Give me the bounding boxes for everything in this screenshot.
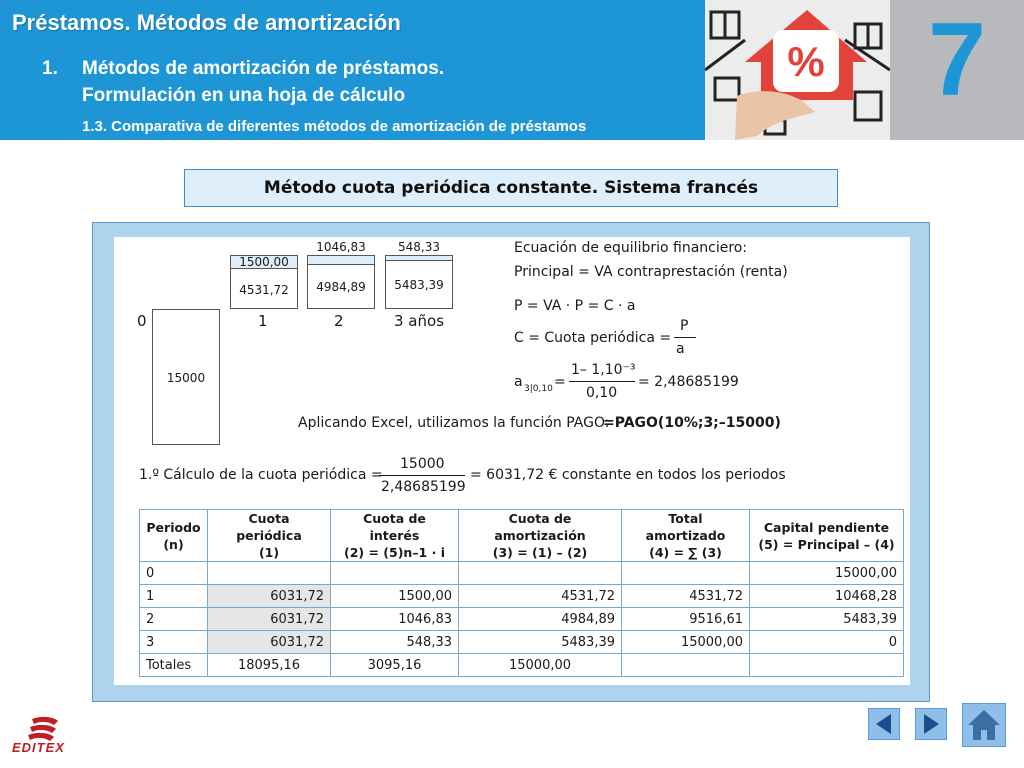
table-cell bbox=[459, 562, 622, 585]
table-cell: 2 bbox=[140, 608, 208, 631]
timeline-0: 0 bbox=[137, 312, 147, 330]
table-cell bbox=[208, 562, 331, 585]
calc-result: = 6031,72 € constante en todos los periodos bbox=[470, 467, 786, 483]
annuity-fraction-bar bbox=[569, 381, 635, 382]
annuity-denominator: 0,10 bbox=[586, 385, 618, 401]
table-cell: 6031,72 bbox=[208, 608, 331, 631]
equilibrium-title: Ecuación de equilibrio financiero: bbox=[514, 240, 748, 256]
calc-denominator: 2,48685199 bbox=[381, 479, 466, 495]
arrow-right-icon bbox=[916, 709, 946, 739]
section-number: 1. bbox=[42, 58, 58, 79]
interest-box-3 bbox=[385, 255, 453, 261]
slide-title: Préstamos. Métodos de amortización bbox=[12, 10, 401, 35]
timeline-3: 3 años bbox=[394, 312, 445, 330]
table-row bbox=[140, 585, 904, 608]
table-cell: 9516,61 bbox=[622, 608, 750, 631]
table-cell: 4531,72 bbox=[622, 585, 750, 608]
interest-box-2 bbox=[307, 255, 375, 265]
editex-logo-text: EDITEX bbox=[12, 740, 65, 755]
quota-numerator: P bbox=[680, 318, 689, 334]
table-cell: 5483,39 bbox=[459, 631, 622, 654]
chapter-box bbox=[890, 0, 1024, 140]
col-header-payment: Cuota periódica (1) bbox=[208, 510, 331, 562]
calc-numerator: 15000 bbox=[400, 456, 445, 472]
amortization-1: 4531,72 bbox=[239, 283, 289, 297]
col-header-amortization: Cuota de amortización (3) = (1) – (2) bbox=[459, 510, 622, 562]
table-row bbox=[140, 608, 904, 631]
table-cell: 4531,72 bbox=[459, 585, 622, 608]
previous-slide-button[interactable] bbox=[868, 708, 900, 740]
chapter-number: 7 bbox=[928, 2, 986, 118]
principal-value: 15000 bbox=[166, 371, 206, 385]
home-button[interactable] bbox=[962, 703, 1006, 747]
house-percent-photo bbox=[705, 0, 890, 140]
annuity-symbol: a bbox=[514, 374, 523, 390]
amortization-2: 4984,89 bbox=[316, 280, 366, 294]
col-header-total-amortized: Total amortizado (4) = ∑ (3) bbox=[622, 510, 750, 562]
percent-badge: % bbox=[787, 38, 825, 85]
method-title: Método cuota periódica constante. Sistema francés bbox=[184, 169, 838, 207]
annuity-subscript: 3|0,10 bbox=[524, 384, 553, 394]
quota-denominator: a bbox=[676, 341, 685, 357]
annuity-result: = 2,48685199 bbox=[638, 374, 739, 390]
col-header-period: Periodo (n) bbox=[140, 510, 208, 562]
interest-1: 1500,00 bbox=[239, 255, 289, 269]
principal-equation: Principal = VA contraprestación (renta) bbox=[514, 264, 788, 280]
table-cell: 5483,39 bbox=[750, 608, 904, 631]
table-cell bbox=[622, 562, 750, 585]
section-title-line2: Formulación en una hoja de cálculo bbox=[82, 85, 406, 106]
calc-fraction-bar bbox=[379, 475, 465, 476]
table-cell: 548,33 bbox=[331, 631, 459, 654]
present-value-equation: P = VA · P = C · a bbox=[514, 298, 636, 314]
annuity-equals: = bbox=[554, 374, 566, 390]
table-cell: 15000,00 bbox=[622, 631, 750, 654]
col-header-outstanding-capital: Capital pendiente (5) = Principal – (4) bbox=[750, 510, 904, 562]
table-cell bbox=[750, 654, 904, 677]
table-cell: 15000,00 bbox=[459, 654, 622, 677]
table-cell: 1500,00 bbox=[331, 585, 459, 608]
table-header-row bbox=[140, 510, 904, 562]
arrow-left-icon bbox=[869, 709, 899, 739]
table-cell: 18095,16 bbox=[208, 654, 331, 677]
table-cell: 15000,00 bbox=[750, 562, 904, 585]
table-cell: 6031,72 bbox=[208, 631, 331, 654]
table-cell: 3095,16 bbox=[331, 654, 459, 677]
table-cell bbox=[331, 562, 459, 585]
subsection-title: 1.3. Comparativa de diferentes métodos de amortización de préstamos bbox=[82, 118, 587, 135]
table-cell: 1 bbox=[140, 585, 208, 608]
table-cell: 4984,89 bbox=[459, 608, 622, 631]
table-cell bbox=[622, 654, 750, 677]
table-cell: 10468,28 bbox=[750, 585, 904, 608]
timeline-1: 1 bbox=[258, 312, 268, 330]
home-icon bbox=[963, 704, 1005, 746]
table-cell: 1046,83 bbox=[331, 608, 459, 631]
col-header-interest: Cuota de interés (2) = (5)n–1 · i bbox=[331, 510, 459, 562]
section-title-line1: Métodos de amortización de préstamos. bbox=[82, 58, 445, 79]
table-cell: Totales bbox=[140, 654, 208, 677]
interest-3: 548,33 bbox=[398, 240, 440, 254]
table-cell: 6031,72 bbox=[208, 585, 331, 608]
table-cell: 3 bbox=[140, 631, 208, 654]
table-row bbox=[140, 631, 904, 654]
interest-2: 1046,83 bbox=[316, 240, 366, 254]
calc-label: 1.º Cálculo de la cuota periódica = bbox=[139, 467, 383, 483]
quota-fraction-bar bbox=[674, 337, 696, 338]
timeline-2: 2 bbox=[334, 312, 344, 330]
table-row bbox=[140, 562, 904, 585]
annuity-numerator: 1– 1,10⁻³ bbox=[571, 362, 636, 378]
next-slide-button[interactable] bbox=[915, 708, 947, 740]
excel-text: Aplicando Excel, utilizamos la función PAGO: bbox=[298, 415, 610, 431]
table-row-totals bbox=[140, 654, 904, 677]
table-cell: 0 bbox=[750, 631, 904, 654]
house-percent-illustration bbox=[705, 0, 890, 140]
excel-function: =PAGO(10%;3;–15000) bbox=[603, 415, 781, 431]
table-cell: 0 bbox=[140, 562, 208, 585]
amortization-table bbox=[139, 509, 904, 677]
quota-equation: C = Cuota periódica = bbox=[514, 330, 672, 346]
amortization-3: 5483,39 bbox=[394, 278, 444, 292]
